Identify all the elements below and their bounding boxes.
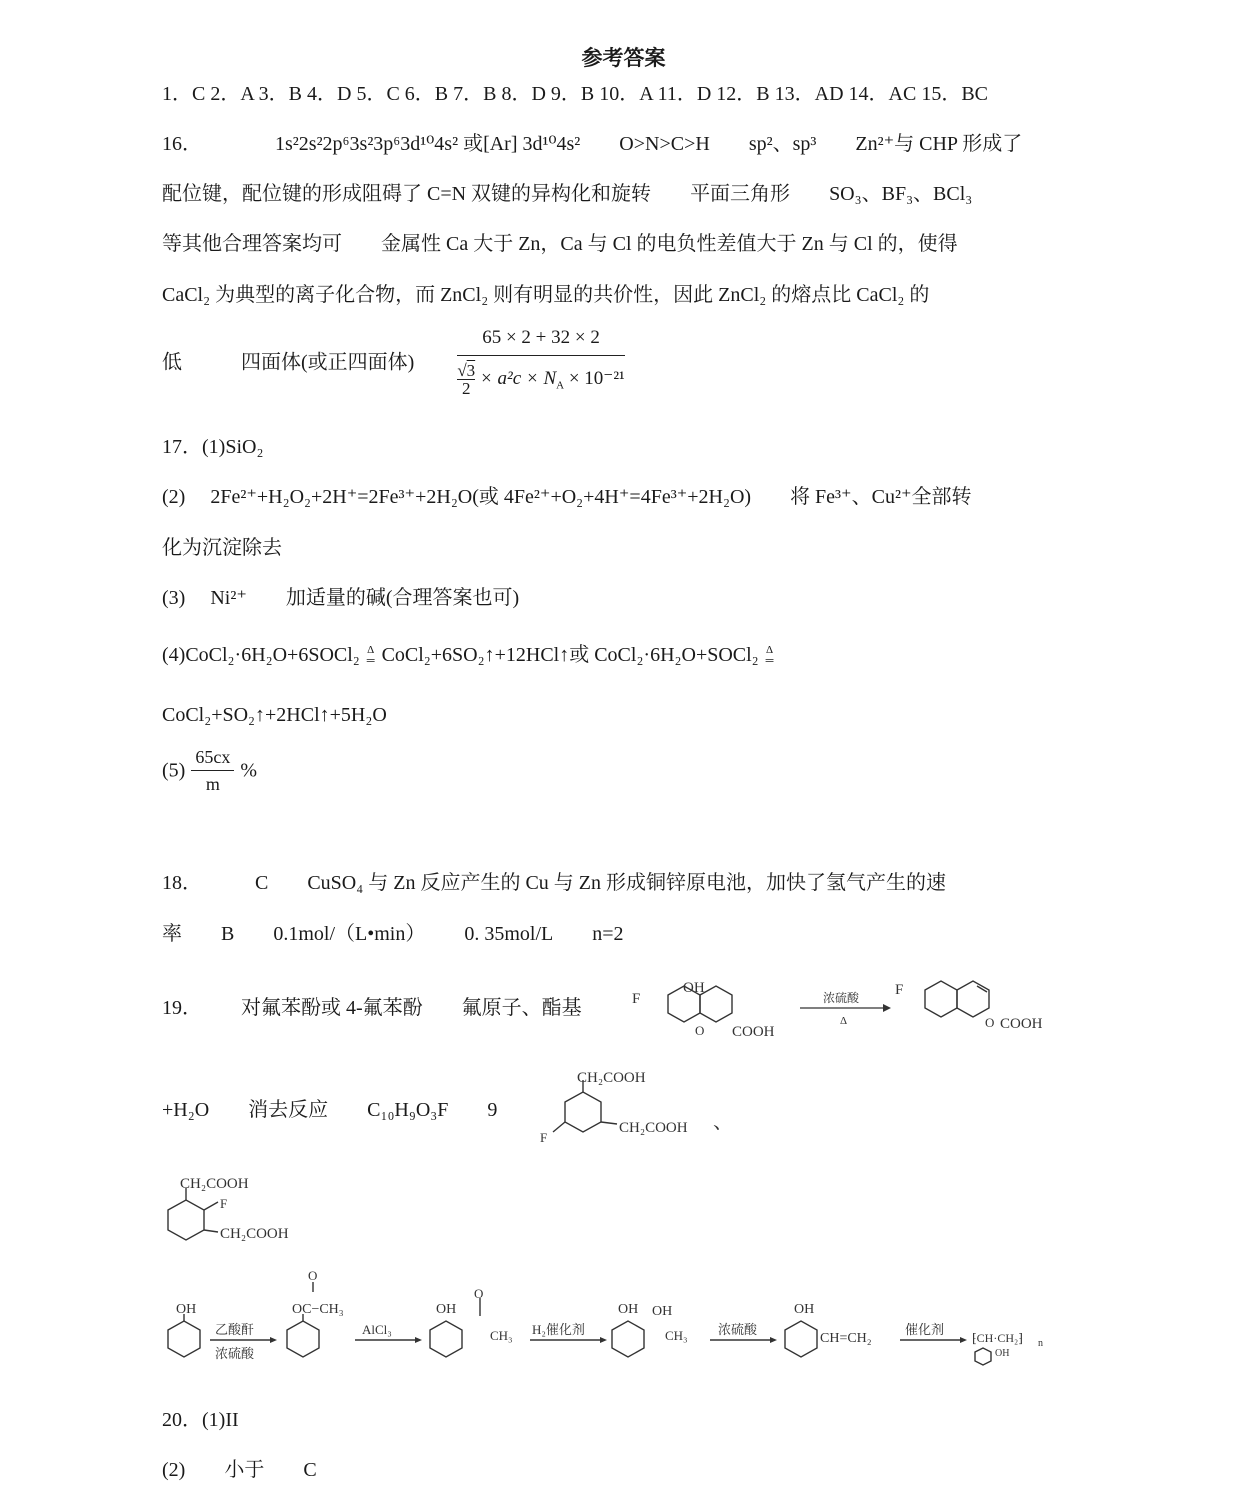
q17-part4-line2: CoCl₂+SO₂↑+2HCl↑+5H₂O (162, 704, 387, 726)
q19-line2 (162, 1100, 497, 1120)
step4-reagent: 浓硫酸 (718, 1322, 758, 1337)
q19-water: +H₂O (162, 1099, 210, 1121)
q19-elimination-reaction (625, 960, 1065, 1050)
q17-part5 (162, 748, 257, 793)
q16-sqrt-divisor: 2 (462, 379, 471, 398)
step1-product-ester: OC−CH₃ (292, 1302, 344, 1317)
step2-product-ch3: CH₃ (490, 1328, 513, 1343)
isomer-separator: 、 (713, 1111, 733, 1133)
q17-part3 (162, 588, 519, 608)
q17-part5-percent: % (240, 759, 257, 782)
q19-reactant-o: O (695, 1023, 705, 1038)
q18-line2 (162, 924, 624, 944)
polymer-repeat-unit: ⁅CH·CH₂⁆ (972, 1331, 1023, 1345)
q19-synthesis-route (160, 1268, 1050, 1383)
q18-n-value: n=2 (592, 923, 624, 945)
isomer1-f: F (540, 1130, 548, 1145)
q17-part4-middle: CoCl₂+6SO₂↑+12HCl↑或 CoCl₂·6H₂O+SOCl₂ (381, 644, 759, 666)
q19-isomer-2 (160, 1168, 340, 1258)
q19-line1 (162, 998, 582, 1018)
q18-choice-2: B (221, 923, 235, 945)
step3-reagent: H₂催化剂 (532, 1322, 585, 1337)
q20-part2 (162, 1460, 317, 1480)
q16-fraction-denominator: $\frac{√3}{2}$ × $a^2c \times N_A \times 10^{-21}$ (457, 361, 625, 398)
step1-catalyst: 浓硫酸 (215, 1346, 255, 1361)
q17-part2-equation: (2) 2Fe²⁺+H₂O₂+2H⁺=2Fe³⁺+2H₂O(或 4Fe²⁺+O₂+4H⁺=4Fe³⁺+2H₂O) (162, 486, 752, 508)
q18-line1 (162, 873, 946, 893)
q16-sqrt-value: 3 (466, 361, 476, 380)
q18-number: 18． (162, 872, 202, 894)
step2-product-oh: OH (436, 1302, 457, 1317)
isomer1-ch2cooh-right: CH₂COOH (619, 1120, 688, 1136)
q19-formula: C₁₀H₉O₃F (367, 1099, 449, 1121)
step2-reagent: AlCl₃ (362, 1322, 392, 1337)
q16-shape: 平面三角形 (690, 183, 791, 205)
q16-hybridization: sp²、sp³ (748, 133, 817, 155)
q17-part3-ion: (3) Ni²⁺ (162, 587, 247, 609)
q19-groups: 氟原子、酯基 (461, 997, 582, 1019)
heat-equals-sign: Δ ═ (366, 644, 375, 668)
q16-den-rest: × a²c × N (479, 367, 557, 389)
q16-den-exp: × 10⁻²¹ (568, 367, 625, 389)
step1-carbonyl-o: O (308, 1268, 318, 1283)
isomer2-ch2cooh-bottom: CH₂COOH (220, 1226, 289, 1242)
q18-choice: C (255, 872, 269, 894)
isomer2-f: F (220, 1196, 228, 1211)
q20-part1: 20．(1)II (162, 1409, 239, 1431)
q17-part4-left: (4)CoCl₂·6H₂O+6SOCl₂ (162, 644, 360, 666)
q16-other-answers: 等其他合理答案均可 (162, 233, 342, 255)
q19-number: 19． (162, 997, 202, 1019)
q18-rate: 0.1mol/（L•min） (273, 923, 426, 945)
q19-product-f: F (895, 982, 904, 998)
q16-line1-tail: Zn²⁺与 CHP 形成了 (855, 133, 1023, 155)
step4-product-vinyl: CH=CH₂ (820, 1331, 872, 1346)
q16-line3 (162, 234, 958, 254)
heat-equals-sign-2: Δ ═ (765, 644, 774, 668)
q17-part4-line1 (162, 645, 775, 667)
step5-reagent: 催化剂 (905, 1322, 945, 1337)
polymer-oh: OH (995, 1348, 1010, 1359)
q17-part2-line2: 化为沉淀除去 (162, 537, 282, 559)
isomer1-ch2cooh-top: CH₂COOH (577, 1070, 646, 1086)
q16-number: 16． (162, 133, 202, 155)
q20-part2-label: (2) (162, 1459, 186, 1481)
q16-line5 (162, 328, 629, 397)
q19-reactant-f: F (632, 991, 641, 1007)
step3-product-ch3: CH₃ (665, 1328, 688, 1343)
q17-part2-line1 (162, 487, 972, 507)
q19-isomer-1 (535, 1062, 735, 1152)
q19-reaction-type: 消去反应 (248, 1099, 329, 1121)
q16-examples: SO₃、BF₃、BCl₃ (829, 183, 973, 205)
q16-line1 (162, 134, 1022, 154)
q16-line4: CaCl₂ 为典型的离子化合物，而 ZnCl₂ 则有明显的共价性，因此 ZnCl₂ 的熔点比 CaCl₂ 的 (162, 284, 930, 306)
q19-name: 对氟苯酚或 4-氟苯酚 (241, 997, 423, 1019)
step0-oh: OH (176, 1302, 197, 1317)
step2-product-o: O (474, 1286, 484, 1301)
q17-part5-denominator: m (205, 774, 220, 794)
q19-reactant-oh: OH (683, 980, 705, 996)
polymer-n: n (1038, 1338, 1043, 1349)
q17-part5-fraction (191, 748, 234, 793)
step3-product-oh1: OH (618, 1302, 639, 1317)
q16-tetrahedron: 四面体(或正四面体) (241, 351, 415, 374)
page-title: 参考答案 (581, 46, 666, 70)
q16-fraction-numerator: 65 × 2 + 32 × 2 (457, 328, 624, 356)
q19-product-o: O (985, 1015, 995, 1030)
q17-part2-purpose: 将 Fe³⁺、Cu²⁺全部转 (790, 486, 972, 508)
q16-explanation: 金属性 Ca 大于 Zn，Ca 与 Cl 的电负性差值大于 Zn 与 Cl 的，使得 (381, 233, 958, 255)
q18-rate-end: 率 (162, 923, 182, 945)
q17-part1: 17．(1)SiO₂ (162, 436, 264, 458)
q16-den-sub: A (556, 379, 565, 392)
q16-density-fraction (457, 328, 624, 397)
q16-line2 (162, 184, 972, 204)
step4-product-oh: OH (794, 1302, 815, 1317)
step3-product-oh2: OH (652, 1304, 673, 1319)
q18-concentration: 0. 35mol/L (464, 923, 554, 945)
q16-coordination-text: 配位键，配位键的形成阻碍了 C=N 双键的异构化和旋转 (162, 183, 652, 205)
q19-isomer-count: 9 (487, 1099, 498, 1121)
q17-part3-method: 加适量的碱(合理答案也可) (285, 587, 520, 609)
q16-low: 低 (162, 351, 182, 374)
q18-reason: CuSO₄ 与 Zn 反应产生的 Cu 与 Zn 形成铜锌原电池，加快了氢气产生的速 (307, 872, 946, 894)
step1-reagent: 乙酸酐 (215, 1322, 255, 1337)
q19-arrow-heat: Δ (840, 1015, 848, 1027)
answers-1-15: 1．C 2．A 3．B 4．D 5．C 6．B 7．B 8．D 9．B 10．A 11．D 12．B 13．AD 14．AC 15．BC (162, 83, 988, 105)
q16-electron-config: 1s²2s²2p⁶3s²3p⁶3d¹⁰4s² 或[Ar] 3d¹⁰4s² (275, 133, 581, 155)
q20-part2-choice: C (303, 1459, 317, 1481)
q16-electronegativity-order: O>N>C>H (619, 133, 710, 155)
q20-part2-compare: 小于 (224, 1459, 265, 1481)
q17-part5-numerator: 65cx (191, 748, 234, 771)
isomer2-ch2cooh-top: CH₂COOH (180, 1176, 249, 1192)
q19-arrow-conditions: 浓硫酸 (823, 991, 860, 1005)
q19-reactant-cooh: COOH (732, 1024, 775, 1040)
q19-product-cooh: COOH (1000, 1016, 1043, 1032)
q17-part5-label: (5) (162, 759, 186, 782)
